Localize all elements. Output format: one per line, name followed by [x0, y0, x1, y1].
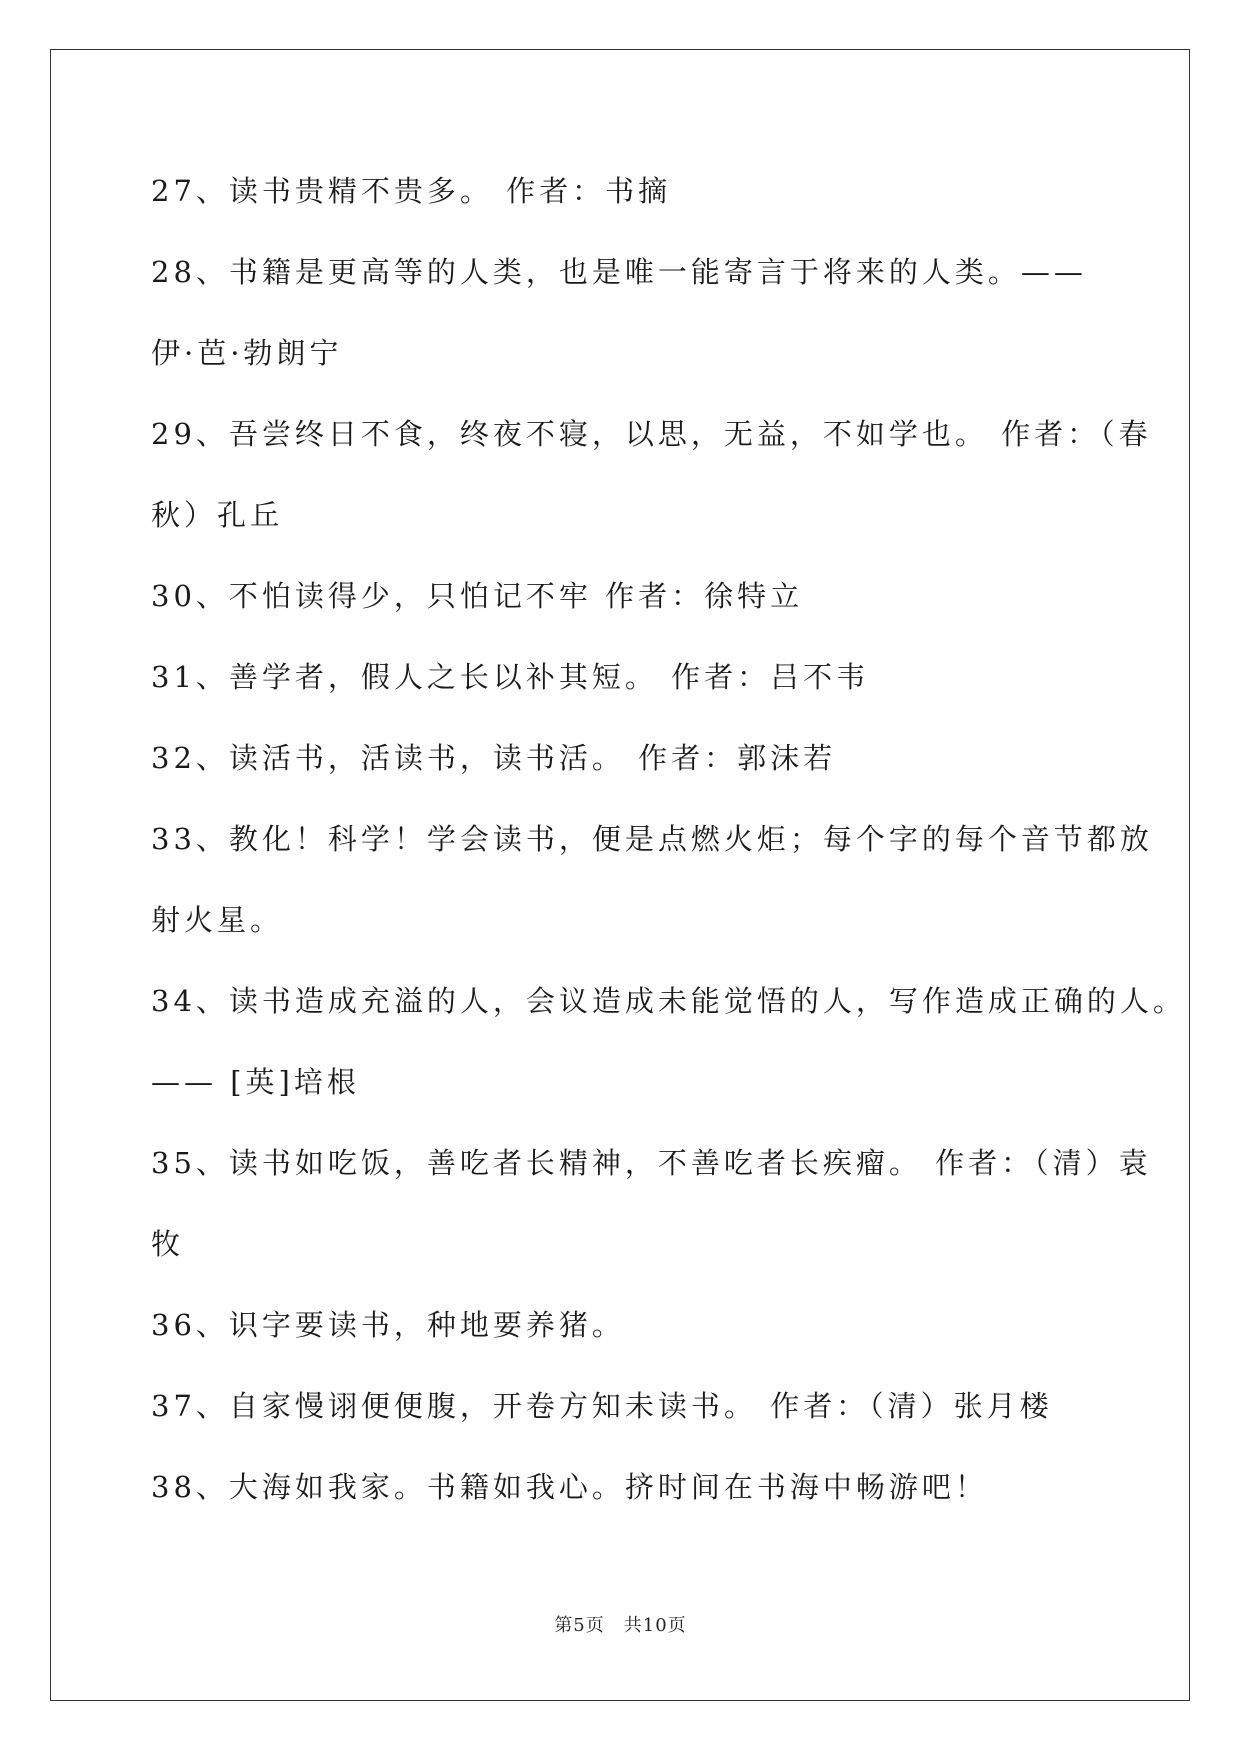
text-line: 38、大海如我家。书籍如我心。挤时间在书海中畅游吧！ [151, 1470, 988, 1504]
text-line: 牧 [151, 1227, 185, 1261]
text-line: 27、读书贵精不贵多。 作者：书摘 [151, 174, 672, 208]
text-line: 32、读活书，活读书，读书活。 作者：郭沫若 [151, 741, 837, 775]
text-line: 秋）孔丘 [151, 498, 284, 532]
text-line: 35、读书如吃饭，善吃者长精神，不善吃者长疾瘤。 作者：（清）袁 [151, 1146, 1152, 1180]
text-line: 30、不怕读得少，只怕记不牢 作者：徐特立 [151, 579, 804, 613]
page-number: 第5页 共10页 [554, 1615, 687, 1636]
text-line: 射火星。 [151, 903, 284, 937]
text-line: 36、识字要读书，种地要养猪。 [151, 1308, 625, 1342]
text-line: 29、吾尝终日不食，终夜不寝，以思，无益，不如学也。 作者：（春 [151, 417, 1152, 451]
text-line: 34、读书造成充溢的人，会议造成未能觉悟的人，写作造成正确的人。 [151, 984, 1186, 1018]
text-line: —— [英]培根 [151, 1065, 360, 1099]
text-line: 28、书籍是更高等的人类，也是唯一能寄言于将来的人类。—— [151, 255, 1087, 289]
quote-list [151, 163, 1186, 1540]
text-line: 伊·芭·勃朗宁 [151, 336, 343, 370]
text-line: 31、善学者，假人之长以补其短。 作者：吕不韦 [151, 660, 870, 694]
text-line: 37、自家慢诩便便腹，开卷方知未读书。 作者：（清）张月楼 [151, 1389, 1053, 1423]
text-line: 33、教化！科学！学会读书，便是点燃火炬；每个字的每个音节都放 [151, 822, 1153, 856]
